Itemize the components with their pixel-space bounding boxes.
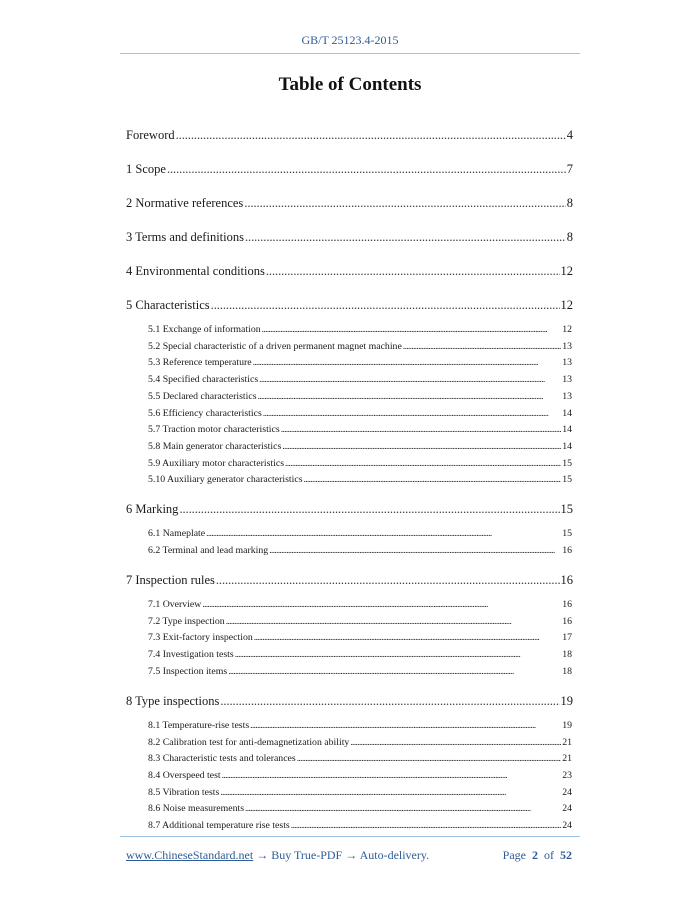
toc-entry-label: 8.6 Noise measurements: [148, 803, 245, 815]
toc-entry-label: 6.1 Nameplate: [148, 528, 206, 540]
toc-entry-page: 15: [560, 502, 573, 517]
page-word: Page: [502, 848, 526, 862]
toc-entry-label: 7.5 Inspection items: [148, 665, 228, 677]
toc-dot-leader: [244, 196, 565, 211]
toc-entry-label: 5.8 Main generator characteristics: [148, 440, 282, 452]
page-title: Table of Contents: [278, 74, 422, 95]
toc-entry[interactable]: [126, 502, 573, 517]
toc-entry-label: 7.1 Overview: [148, 599, 202, 610]
toc-entry-label: 5 Characteristics: [126, 298, 210, 312]
toc-entry-page: 13: [562, 374, 572, 386]
toc-entry-page: 19: [562, 719, 572, 731]
toc-entry-label: 5.7 Traction motor characteristics: [148, 424, 280, 436]
document-header: GB/T 25123.4-2015: [301, 33, 399, 47]
toc-dot-leader: [202, 599, 561, 610]
toc-dot-leader: [269, 545, 561, 556]
toc-entry-label: 2 Normative references: [126, 196, 244, 210]
toc-entry-page: 16: [562, 615, 572, 627]
toc-subentry[interactable]: [148, 474, 572, 485]
toc-entry-label: 7 Inspection rules: [126, 573, 215, 587]
toc-dot-leader: [176, 128, 566, 143]
toc-dot-leader: [211, 298, 560, 313]
toc-entry-label: 3 Terms and definitions: [126, 230, 244, 244]
toc-entry-label: 8.7 Additional temperature rise tests: [148, 820, 290, 831]
toc-entry-label: 8.1 Temperature-rise tests: [148, 719, 250, 731]
site-link[interactable]: www.ChineseStandard.net: [126, 848, 254, 862]
toc-entry-page: 8: [566, 230, 573, 244]
toc-subentry[interactable]: [148, 720, 572, 731]
toc-entry-page: 14: [562, 424, 572, 436]
toc-dot-leader: [263, 408, 561, 419]
toc-entry-page: 12: [560, 298, 573, 312]
toc-entry-page: 13: [562, 357, 572, 369]
toc-entry-page: 15: [562, 474, 572, 486]
toc-entry-page: 16: [562, 545, 572, 556]
page-number: [503, 848, 572, 863]
toc-entry-page: 13: [562, 340, 572, 352]
toc-dot-leader: [179, 502, 559, 517]
toc-dot-leader: [403, 341, 561, 352]
toc-entry-page: 7: [566, 162, 573, 176]
toc-entry-label: 5.5 Declared characteristics: [148, 390, 257, 402]
toc-subentry[interactable]: [148, 374, 572, 385]
toc-dot-leader: [245, 230, 566, 245]
toc-entry-page: 15: [562, 528, 572, 540]
toc-entry-page: 21: [562, 736, 572, 748]
toc-dot-leader: [350, 737, 561, 748]
header-rule: [120, 53, 580, 54]
toc-entry-page: 16: [562, 599, 572, 610]
toc-subentry[interactable]: [148, 737, 572, 748]
toc-entry-page: 4: [566, 128, 573, 142]
toc-subentry[interactable]: [148, 666, 572, 677]
toc-entry-page: 14: [562, 440, 572, 452]
toc-entry[interactable]: [126, 196, 573, 211]
toc-entry-label: 8.3 Characteristic tests and tolerances: [148, 753, 296, 765]
toc-entry-label: 5.2 Special characteristic of a driven permanent magnet machine: [148, 340, 402, 352]
toc-entry-page: 15: [562, 457, 572, 469]
toc-entry-page: 8: [566, 196, 573, 210]
toc-subentry[interactable]: [148, 324, 572, 335]
toc-entry-label: 1 Scope: [126, 162, 166, 176]
toc-dot-leader: [253, 357, 562, 368]
toc-dot-leader: [235, 649, 561, 660]
toc-dot-leader: [259, 374, 561, 385]
toc-entry-page: 24: [562, 803, 572, 815]
toc-entry-label: Foreword: [126, 128, 175, 142]
toc-entry[interactable]: [126, 264, 573, 279]
toc-entry-label: 8.2 Calibration test for anti-demagnetization ability: [148, 736, 350, 748]
toc-entry-label: 7.3 Exit-factory inspection: [148, 632, 253, 644]
toc-entry-label: 8 Type inspections: [126, 693, 220, 708]
toc-entry-label: 5.1 Exchange of information: [148, 324, 261, 335]
page-footer: [126, 848, 572, 863]
toc-entry-page: 13: [562, 390, 572, 402]
toc-subentry[interactable]: [148, 528, 572, 539]
toc-entry-page: 12: [562, 324, 572, 335]
page-of: of: [544, 848, 554, 862]
toc-entry[interactable]: [126, 128, 573, 143]
toc-subentry[interactable]: [148, 357, 572, 368]
toc-entry[interactable]: [126, 573, 573, 588]
toc-subentry[interactable]: [148, 616, 572, 627]
toc-dot-leader: [304, 474, 562, 485]
toc-subentry[interactable]: [148, 649, 572, 660]
toc-entry-label: 4 Environmental conditions: [126, 264, 265, 278]
toc-entry-label: 7.4 Investigation tests: [148, 649, 234, 661]
toc-entry-label: 5.6 Efficiency characteristics: [148, 407, 262, 419]
toc-entry-label: 5.10 Auxiliary generator characteristics: [148, 474, 303, 486]
toc-entry-page: 17: [562, 632, 572, 644]
toc-dot-leader: [291, 820, 561, 831]
toc-subentry[interactable]: [148, 341, 572, 352]
toc-subentry[interactable]: [148, 391, 572, 402]
toc-entry-page: 18: [562, 649, 572, 661]
toc-subentry[interactable]: [148, 803, 572, 814]
toc-subentry[interactable]: [148, 770, 572, 781]
toc-dot-leader: [297, 753, 561, 764]
toc-entry-page: 24: [562, 820, 572, 831]
toc-subentry[interactable]: [148, 820, 572, 831]
toc-dot-leader: [285, 458, 561, 469]
toc-dot-leader: [250, 720, 561, 731]
toc-dot-leader: [266, 264, 560, 279]
toc-entry-label: 7.2 Type inspection: [148, 615, 225, 627]
toc-dot-leader: [245, 803, 561, 814]
toc-dot-leader: [281, 424, 562, 435]
footer-rule: [120, 836, 580, 837]
toc-dot-leader: [220, 694, 559, 709]
toc-entry-page: 16: [560, 573, 573, 587]
toc-entry-page: 14: [562, 407, 572, 419]
toc-subentry[interactable]: [148, 599, 572, 610]
footer-promo: [126, 848, 429, 863]
toc-dot-leader: [220, 787, 561, 798]
page-current: 2: [532, 848, 538, 862]
toc-entry[interactable]: [126, 694, 573, 709]
toc-dot-leader: [222, 770, 562, 781]
toc-subentry[interactable]: [148, 458, 572, 469]
toc-entry-label: 6.2 Terminal and lead marking: [148, 545, 269, 556]
toc-dot-leader: [282, 441, 561, 452]
toc-dot-leader: [206, 528, 561, 539]
toc-entry-label: 8.5 Vibration tests: [148, 786, 220, 798]
toc-dot-leader: [258, 391, 562, 402]
toc-dot-leader: [254, 632, 561, 643]
toc-entry-label: 8.4 Overspeed test: [148, 769, 221, 781]
toc-dot-leader: [228, 666, 561, 677]
promo-text: → Buy True-PDF → Auto-delivery.: [253, 848, 430, 862]
toc-subentry[interactable]: [148, 632, 572, 643]
toc-entry-page: 18: [562, 665, 572, 677]
toc-subentry[interactable]: [148, 787, 572, 798]
toc-entry-page: 12: [560, 264, 573, 278]
toc-entry-page: 23: [562, 769, 572, 781]
toc-entry[interactable]: [126, 162, 573, 177]
toc-entry-page: 19: [560, 693, 573, 708]
toc-entry-label: 5.4 Specified characteristics: [148, 374, 259, 386]
toc-subentry[interactable]: [148, 408, 572, 419]
toc-dot-leader: [262, 324, 562, 335]
toc-subentry[interactable]: [148, 424, 572, 435]
toc-entry[interactable]: [126, 230, 573, 245]
toc-subentry[interactable]: [148, 545, 572, 556]
toc-entry-page: 21: [562, 753, 572, 765]
toc-subentry[interactable]: [148, 441, 572, 452]
toc-entry-label: 5.3 Reference temperature: [148, 357, 252, 369]
toc-entry-label: 6 Marking: [126, 502, 179, 517]
toc-entry-label: 5.9 Auxiliary motor characteristics: [148, 457, 285, 469]
toc-dot-leader: [226, 616, 562, 627]
toc-dot-leader: [167, 162, 566, 177]
toc-dot-leader: [216, 573, 560, 588]
toc-entry[interactable]: [126, 298, 573, 313]
page-total: 52: [560, 848, 572, 862]
toc-subentry[interactable]: [148, 753, 572, 764]
toc-entry-page: 24: [562, 786, 572, 798]
